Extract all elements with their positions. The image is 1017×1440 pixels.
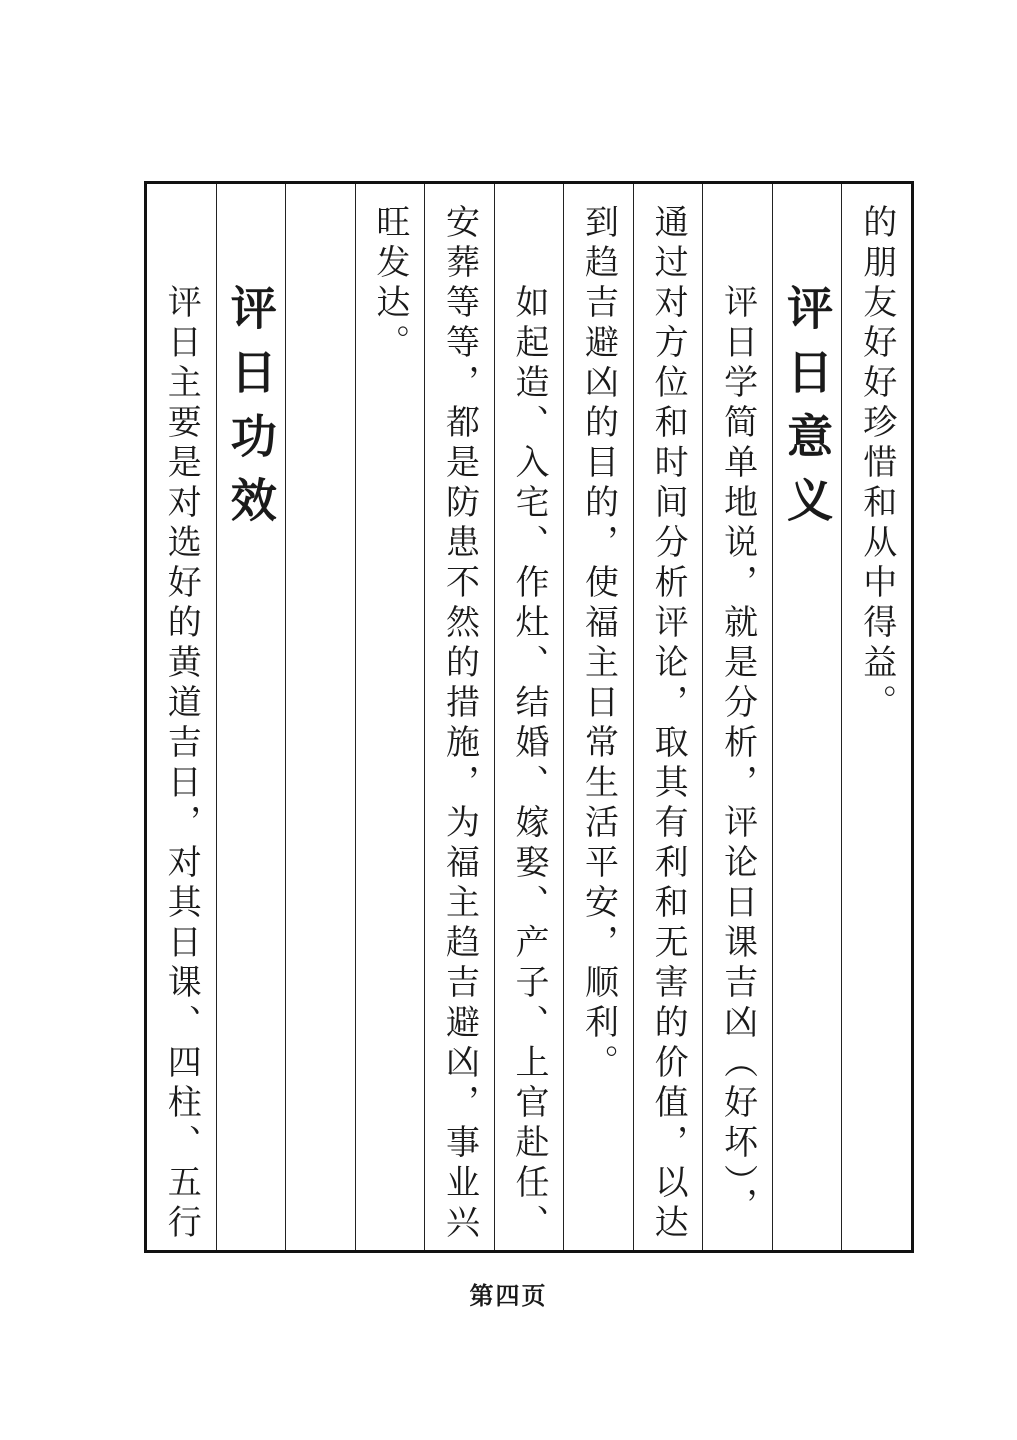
column-2 [772,184,842,1250]
column-4 [633,184,703,1250]
body-text: 通过对方位和时间分析评论，取其有利和无害的价值，以达 [648,204,689,1244]
body-text: 安葬等等，都是防患不然的措施，为福主趋吉避凶，事业兴 [439,204,480,1244]
column-6 [494,184,564,1250]
column-3 [702,184,772,1250]
body-text: 评日主要是对选好的黄道吉日，对其日课、四柱、五行 [161,284,202,1244]
section-heading-meaning: 评日意义 [780,284,835,540]
section-heading-effect: 评日功效 [223,284,278,540]
text-frame [144,181,914,1253]
column-7 [424,184,494,1250]
body-text: 如起造、入宅、作灶、结婚、嫁娶、产子、上官赴任、 [508,284,549,1244]
body-text: 到趋吉避凶的目的，使福主日常生活平安，顺利。 [578,204,619,1084]
column-10 [216,184,286,1250]
body-text: 的朋友好好珍惜和从中得益。 [856,204,897,724]
page-number: 第四页 [469,1281,548,1310]
column-5 [563,184,633,1250]
column-9 [285,184,355,1250]
column-8 [355,184,425,1250]
body-text: 评日学简单地说，就是分析，评论日课吉凶（好坏）， [717,284,758,1227]
column-11 [147,184,216,1250]
body-text: 旺发达。 [369,204,410,364]
column-1 [841,184,911,1250]
